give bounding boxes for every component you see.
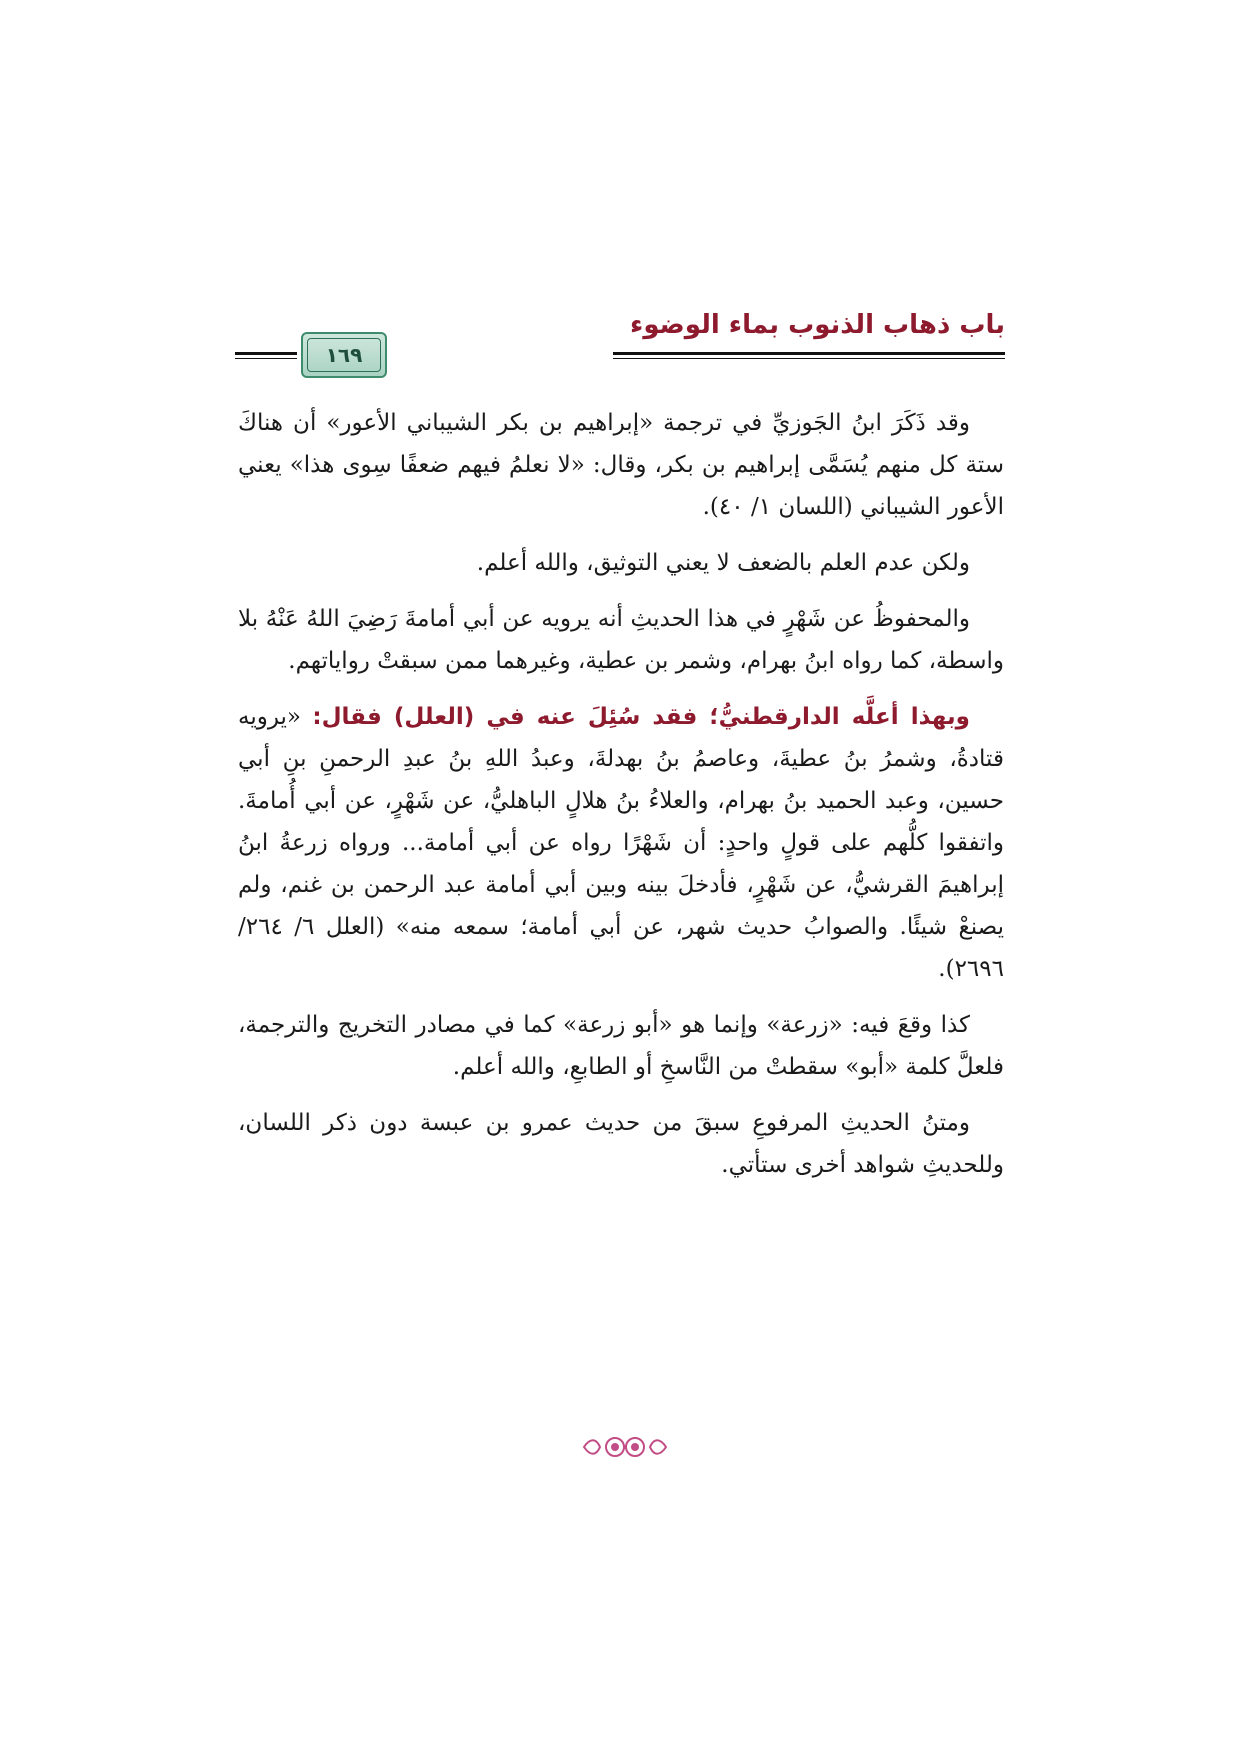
paragraph-4-quote: «يرويه قتادةُ، وشمرُ بنُ عطيةَ، وعاصمُ بنُ بهدلةَ، وعبدُ اللهِ بنُ عبدِ الرحمنِ بنِ أبي حسين، وعبد الحميد بنُ بهرام، والعلاءُ بنُ هلالٍ الباهليُّ، عن شَهْرٍ، عن أبي أُمامةَ. واتفقوا كلُّهم على قولٍ واحدٍ: أن شَهْرًا رواه عن أبي أمامة... ورواه زرعةُ ابنُ إبراهيمَ القرشيُّ، عن شَهْرٍ، فأدخلَ بينه وبين أبي أمامة عبد الرحمن بن غنم، ولم يصنعْ شيئًا. والصوابُ حديث شهر، عن أبي أمامة؛ سمعه منه» (العلل ٦/ ٢٦٤/ ٢٦٩٦). [238,704,1004,982]
header-rule-short-thin [235,358,297,359]
paragraph-3: والمحفوظُ عن شَهْرٍ في هذا الحديثِ أنه يرويه عن أبي أمامةَ رَضِيَ اللهُ عَنْهُ بلا واسطة، كما رواه ابنُ بهرام، وشمر بن عطية، وغيرهما ممن سبقتْ رواياتهم. [238,606,1004,674]
paragraph-1: وقد ذَكَرَ ابنُ الجَوزيِّ في ترجمة «إبراهيم بن بكر الشيباني الأعور» أن هناكَ ستة كل منهم يُسَمَّى إبراهيم بن بكر، وقال: «لا نعلمُ فيهم ضعفًا سِوى هذا» يعني الأعور الشيباني (اللسان ١/ ٤٠). [238,410,1004,520]
paragraph-5: كذا وقعَ فيه: «زرعة» وإنما هو «أبو زرعة» كما في مصادر التخريج والترجمة، فلعلَّ كلمة «أبو» سقطتْ من النَّاسخِ أو الطابعِ، والله أعلم. [238,1012,1004,1080]
page-body [238,402,1004,1186]
header-rule-thick [613,352,1005,355]
floral-divider-icon [580,1432,670,1462]
paragraph-6: ومتنُ الحديثِ المرفوعِ سبقَ من حديث عمرو بن عبسة دون ذكر اللسان، وللحديثِ شواهد أخرى ستأتي. [238,1110,1004,1178]
header-rule-short-thick [235,352,297,355]
page-number-badge [301,332,387,378]
paragraph-4 [238,696,1004,990]
paragraph-2: ولكن عدم العلم بالضعف لا يعني التوثيق، والله أعلم. [476,550,970,576]
page-number: ١٦٩ [325,343,363,367]
page-header [235,310,1005,380]
paragraph-4-lead: وبهذا أعلَّه الدارقطنيُّ؛ فقد سُئِلَ عنه في (العلل) فقال: [312,704,970,730]
header-rule-thin [613,358,1005,359]
chapter-title: باب ذهاب الذنوب بماء الوضوء [630,310,1005,340]
